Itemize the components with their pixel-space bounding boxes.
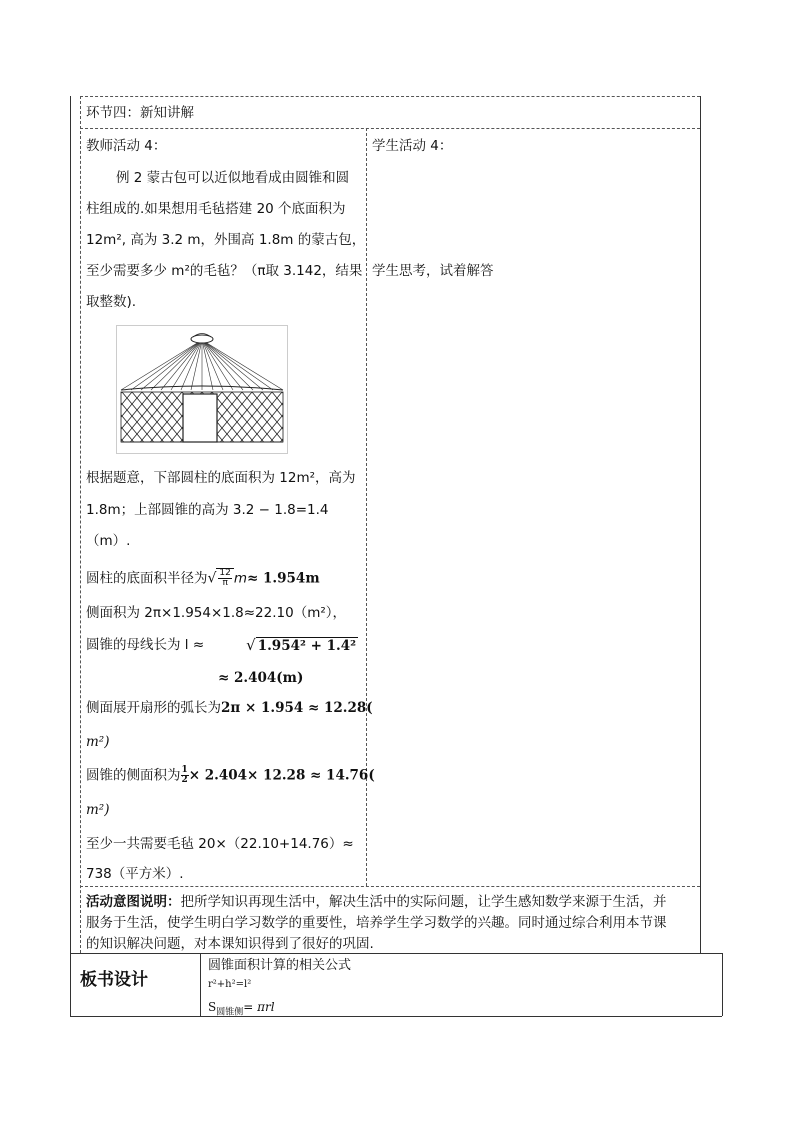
solution-line-9: m²) xyxy=(86,734,110,750)
problem-line-2: 柱组成的.如果想用毛毡搭建 20 个底面积为 xyxy=(86,201,346,217)
teacher-heading: 教师活动 4： xyxy=(86,138,167,154)
solution-line-4: 圆柱的底面积半径为√ $\frac{12}{\pi}$ m≈ 1.954m xyxy=(86,568,320,588)
solution-line-12: 至少一共需要毛毡 20×（22.10+14.76）≈ xyxy=(86,836,354,852)
solution-line-10: 圆锥的侧面积为 $\frac{1}{2}$ × 2.404× 12.28 ≈ 14.76( xyxy=(86,765,375,785)
intent-line-2: 服务于生活，使学生明白学习数学的重要性，培养学生学习数学的兴趣。同时通过综合利用本节课 xyxy=(86,915,667,931)
yurt-drawing xyxy=(117,326,287,453)
intent-label: 活动意图说明： xyxy=(86,894,181,910)
intent-line-3: 的知识解决问题，对本课知识得到了很好的巩固. xyxy=(86,936,374,952)
problem-line-4: 至少需要多少 m²的毛毡？（π取 3.142，结果 xyxy=(86,263,363,279)
outer-right-border xyxy=(700,96,701,953)
board-line-2: r²+h²=l² xyxy=(208,979,252,990)
student-heading: 学生活动 4： xyxy=(372,138,453,154)
board-right-border xyxy=(722,953,723,1016)
outer-left-border xyxy=(70,96,71,1016)
board-bottom-border xyxy=(70,1016,722,1017)
solution-line-11: m²) xyxy=(86,802,110,818)
board-divider xyxy=(200,953,201,1016)
student-text: 学生思考，试着解答 xyxy=(372,263,494,279)
solution-line-8: 侧面展开扇形的弧长为2π × 1.954 ≈ 12.28( xyxy=(86,700,373,716)
board-title: 板书设计 xyxy=(80,970,148,990)
section-title: 环节四：新知讲解 xyxy=(86,105,194,121)
board-line-3: $S_{圆锥侧}= \pi rl$ xyxy=(208,1000,275,1018)
solution-line-2: 1.8m；上部圆锥的高为 3.2 − 1.8=1.4 xyxy=(86,502,329,518)
board-top-border xyxy=(70,953,722,954)
problem-line-5: 取整数). xyxy=(86,294,137,310)
solution-line-6: 圆锥的母线长为 l ≈ √ 1.954² + 1.4² xyxy=(86,636,356,654)
section-divider-dash xyxy=(80,128,700,129)
intent-line-1: 活动意图说明：把所学知识再现生活中，解决生活中的实际问题，让学生感知数学来源于生活，并 xyxy=(86,894,667,910)
solution-line-5: 侧面积为 2π×1.954×1.8≈22.10（m²）， xyxy=(86,605,347,621)
problem-line-3: 12m², 高为 3.2 m，外围高 1.8m 的蒙古包， xyxy=(86,232,366,248)
solution-line-3: （m）. xyxy=(86,533,131,549)
yurt-illustration xyxy=(116,325,288,454)
solution-line-1: 根据题意，下部圆柱的底面积为 12m²，高为 xyxy=(86,470,356,486)
problem-line-1: 例 2 蒙古包可以近似地看成由圆锥和圆 xyxy=(116,170,350,186)
board-line-1: 圆锥面积计算的相关公式 xyxy=(208,958,352,973)
inner-top-dash xyxy=(80,96,700,97)
solution-line-7: ≈ 2.404(m) xyxy=(218,670,304,686)
inner-left-dash xyxy=(80,96,81,953)
solution-line-13: 738（平方米）. xyxy=(86,866,184,882)
intent-divider-dash xyxy=(80,886,700,887)
